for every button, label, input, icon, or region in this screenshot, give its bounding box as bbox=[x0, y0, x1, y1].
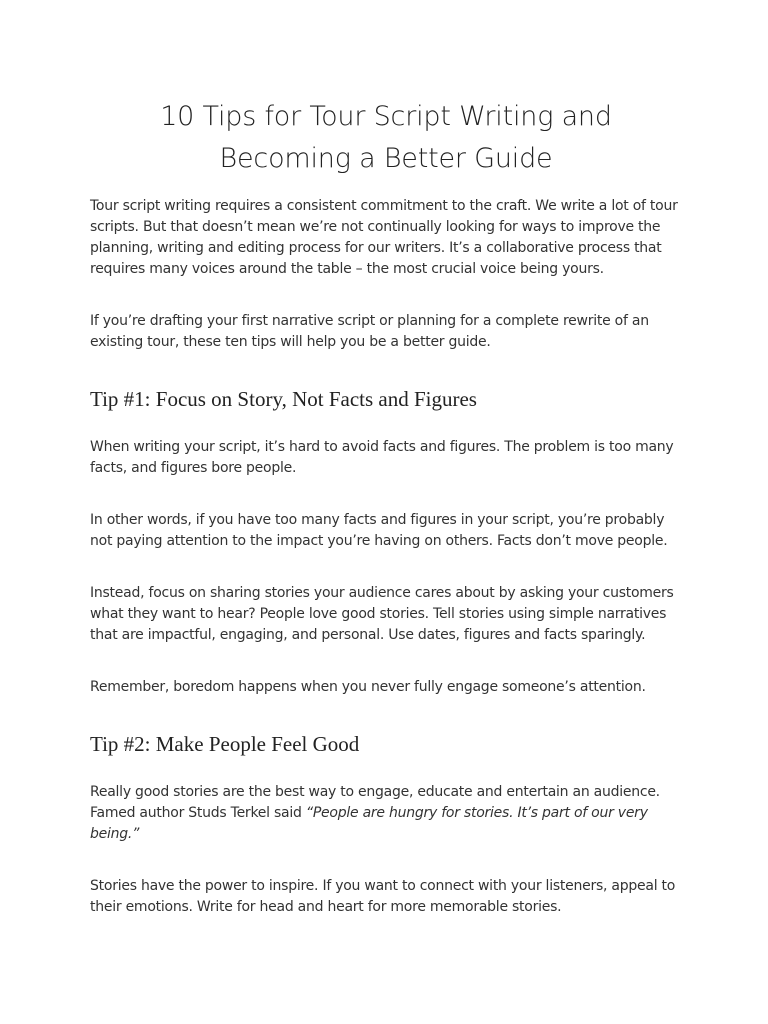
tip-2-paragraph-2: Stories have the power to inspire. If you want to connect with your listeners, appeal to their emotions. Write for head and heart for more memorable stories. bbox=[90, 878, 676, 915]
terkel-quote: “People are hungry for stories. It’s part of our very being.” bbox=[90, 805, 648, 842]
intro-paragraph-2: If you’re drafting your first narrative script or planning for a complete rewrite of an existing tour, these ten tips will help you be a better guide. bbox=[90, 313, 649, 350]
tip-1-paragraph-1: When writing your script, it’s hard to avoid facts and figures. The problem is too many facts, and figures bore people. bbox=[90, 439, 674, 476]
tip-1-paragraph-3: Instead, focus on sharing stories your audience cares about by asking your customers what they want to hear? People love good stories. Tell stories using simple narratives that are impactful, engaging, and personal. Use dates, figures and facts sparingly. bbox=[90, 585, 674, 643]
tip-2-heading: Tip #2: Make People Feel Good bbox=[90, 732, 360, 756]
tip-2-paragraph-1 bbox=[90, 782, 682, 845]
intro-paragraph-1: Tour script writing requires a consistent commitment to the craft. We write a lot of tour scripts. But that doesn’t mean we’re not continually looking for ways to improve the planning, writing and editing process for our writers. It’s a collaborative process that requires many voices around the table – the most crucial voice being yours. bbox=[90, 198, 678, 277]
tip-2-paragraph-1-text: Really good stories are the best way to engage, educate and entertain an audience. Famed author Studs Terkel said bbox=[90, 784, 660, 821]
tip-1-heading: Tip #1: Focus on Story, Not Facts and Figures bbox=[90, 387, 477, 411]
document-title bbox=[90, 96, 682, 180]
document-page bbox=[90, 96, 682, 949]
title-line-2: Becoming a Better Guide bbox=[219, 143, 553, 174]
tip-1-paragraph-4: Remember, boredom happens when you never fully engage someone’s attention. bbox=[90, 679, 646, 695]
title-line-1: 10 Tips for Tour Script Writing and bbox=[160, 101, 612, 132]
tip-1-paragraph-2: In other words, if you have too many facts and figures in your script, you’re probably not paying attention to the impact you’re having on others. Facts don’t move people. bbox=[90, 512, 668, 549]
